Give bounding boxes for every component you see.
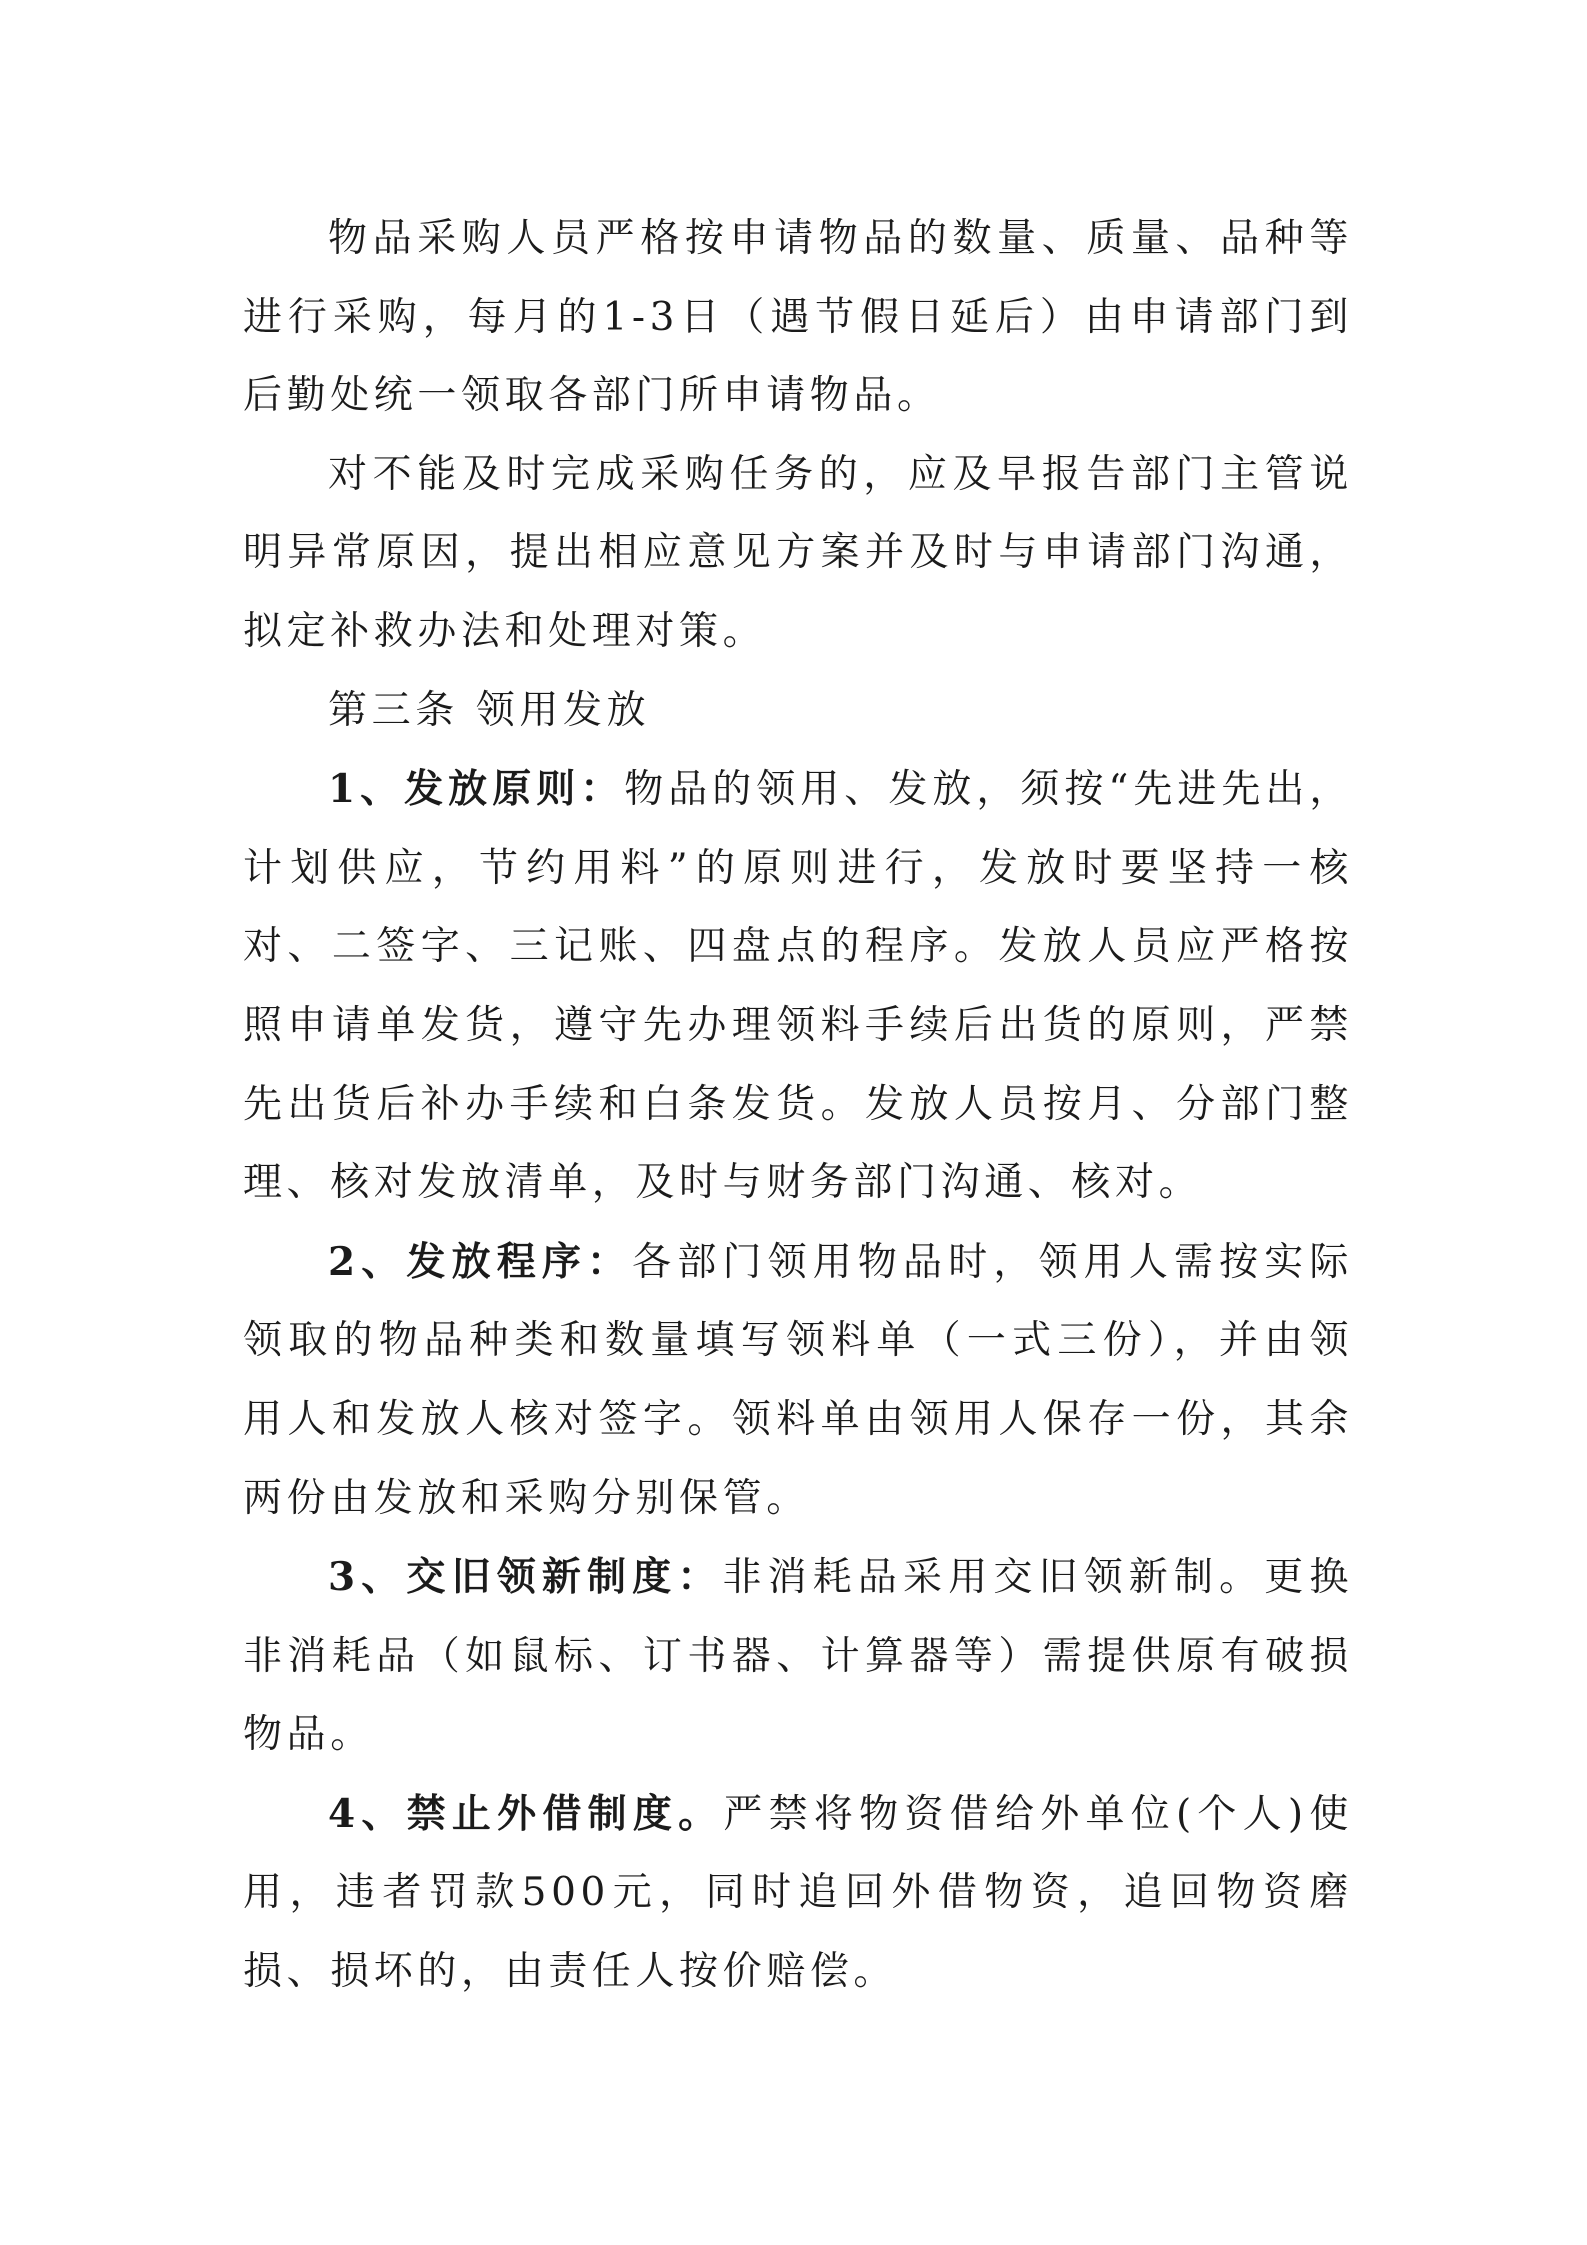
paragraph-text: 对不能及时完成采购任务的，应及早报告部门主管说明异常原因，提出相应意见方案并及时与申请部门沟通，拟定补救办法和处理对策。 (243, 451, 1353, 654)
document-body (243, 200, 1353, 2012)
section-heading-text: 第三条 领用发放 (328, 687, 651, 733)
paragraph-text: 物品的领用、发放，须按“先进先出，计划供应，节约用料”的原则进行，发放时要坚持一核对、二签字、三记账、四盘点的程序。发放人员应严格按照申请单发货，遵守先办理领料手续后出货的原则，严禁先出货后补办手续和白条发货。发放人员按月、分部门整理、核对发放清单，及时与财务部门沟通、核对。 (243, 767, 1353, 1206)
paragraph-lead: 2、发放程序： (328, 1238, 633, 1285)
paragraph-text: 非消耗品采用交旧领新制。更换非消耗品（如鼠标、订书器、计算器等）需提供原有破损物品。 (243, 1555, 1353, 1758)
paragraph-lead: 4、禁止外借制度。 (328, 1790, 724, 1837)
paragraph-text: 各部门领用物品时，领用人需按实际领取的物品种类和数量填写领料单（一式三份），并由领用人和发放人核对签字。领料单由领用人保存一份，其余两份由发放和采购分别保管。 (243, 1239, 1353, 1521)
paragraph-delay-handling (243, 436, 1353, 672)
paragraph-no-lending-policy (243, 1775, 1353, 2012)
paragraph-lead: 1、发放原则： (328, 766, 625, 813)
paragraph-issue-principle (243, 750, 1353, 1223)
section-heading-article-3 (243, 672, 1353, 751)
paragraph-procurement (243, 200, 1353, 436)
paragraph-lead: 3、交旧领新制度： (328, 1554, 723, 1601)
paragraph-text: 严禁将物资借给外单位(个人)使用，违者罚款500元，同时追回外借物资，追回物资磨损、损坏的，由责任人按价赔偿。 (243, 1791, 1353, 1995)
paragraph-text: 物品采购人员严格按申请物品的数量、质量、品种等进行采购，每月的1-3日（遇节假日延后）由申请部门到后勤处统一领取各部门所申请物品。 (243, 216, 1353, 419)
paragraph-exchange-policy (243, 1538, 1353, 1775)
paragraph-issue-procedure (243, 1223, 1353, 1538)
